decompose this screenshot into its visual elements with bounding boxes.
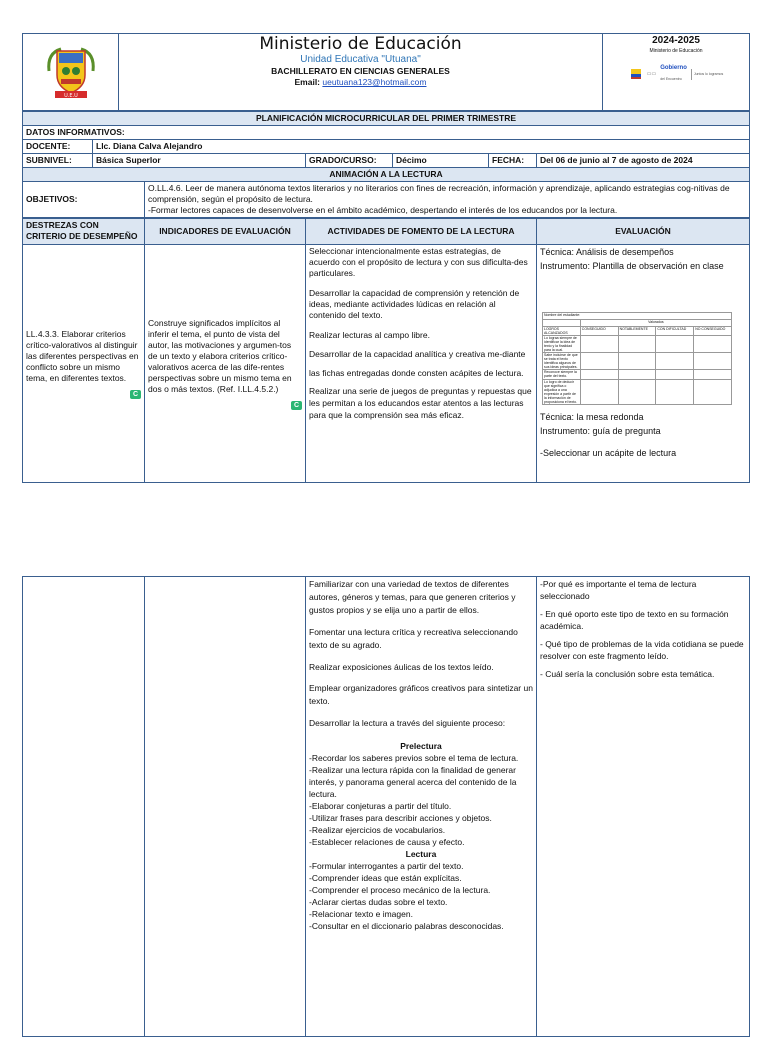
main-table-p2	[22, 576, 750, 1037]
lectura-item: -Aclarar ciertas dudas sobre el texto.	[309, 897, 448, 907]
email-line: Email: ueutuana123@hotmail.com	[294, 77, 427, 87]
gov-brand: Gobierno del Encuentro	[660, 65, 687, 81]
actividad-item: Desarrollar la capacidad de comprensión y retención de ideas, mediante actividades lúdicas en relación al contenido del texto.	[309, 288, 520, 320]
actividades-cell	[306, 245, 537, 483]
lectura-item: -Comprender ideas que están explícitas.	[309, 873, 462, 883]
evaluacion-cell-p2	[537, 577, 750, 1037]
lectura-item: -Comprender el proceso mecánico de la lectura.	[309, 885, 491, 895]
lectura-item: -Consultar en el diccionario palabras desconocidas.	[309, 921, 504, 931]
col-destrezas: DESTREZAS CON CRITERIO DE DESEMPEÑO	[23, 219, 145, 245]
grado-label: GRADO/CURSO:	[306, 154, 393, 168]
main-table-p1	[22, 218, 750, 483]
page-1	[22, 33, 749, 483]
actividad-item: Realizar exposiciones áulicas de los textos leído.	[309, 662, 494, 672]
gov-logos: ▭▭ Gobierno del Encuentro Juntos lo logramos	[606, 63, 746, 85]
fecha-value: Del 06 de junio al 7 de agosto de 2024	[537, 154, 750, 168]
actividad-item: Familiarizar con una variedad de textos de diferentes autores, géneros y temas, para que generen criterios y gustos propios y se elija uno a partir de ellos.	[309, 579, 516, 615]
subnivel-value: Básica Superlor	[93, 154, 306, 168]
animacion-band: ANIMACIÓN A LA LECTURA	[23, 168, 750, 182]
prelectura-title: Prelectura	[400, 741, 442, 751]
destreza-cell	[23, 245, 145, 483]
prelectura-item: -Establecer relaciones de causa y efecto.	[309, 837, 465, 847]
observation-template: Nombre del estudiante: Valorados LOGROS ALCANZADOS CONSEGUIDO NOTABLEMENTE CON DIFICULTAD NO CONSEGUIDO Lo lograa siempre de identificar la idea de texto y la finalidad para la cual. Sabe incluirse de que se trata el texto identifica algunos de sus ideas principales. Reconoce siempre la parte del texto. Lo logro de deducir que significa o adjudica a una expresión a partir de la información de proposiciona el texto.	[542, 312, 732, 405]
actividad-item: Realizar lecturas al campo libre.	[309, 330, 430, 340]
plan-title: PLANIFICACIÓN MICROCURRICULAR DEL PRIMER TRIMESTRE	[23, 112, 750, 126]
tecnica-1: Técnica: Análisis de desempeños	[540, 247, 674, 257]
c-badge-icon: C	[291, 401, 302, 410]
destreza-cell-p2	[23, 577, 145, 1037]
objetivos-value	[145, 182, 750, 218]
lectura-item: -Formular interrogantes a partir del texto.	[309, 861, 464, 871]
tecnica-2: Técnica: la mesa redonda	[540, 412, 644, 422]
national-emblem-icon	[629, 67, 643, 81]
objetivo-1: O.LL.4.6. Leer de manera autónoma textos literarios y no literarios con fines de recreación, información y aprendizaje, aplicando estrategias cog-nitivas de comprensión, según el propósito de lectura.	[148, 183, 730, 204]
indicador-cell-p2	[145, 577, 306, 1037]
evaluacion-cell	[537, 245, 750, 483]
pregunta-item: -Por qué es importante el tema de lectura seleccionado	[540, 579, 697, 601]
school-year: 2024-2025	[652, 35, 700, 46]
gov-tag: Juntos lo logramos	[691, 69, 723, 80]
program-name: BACHILLERATO EN CIENCIAS GENERALES	[271, 66, 450, 76]
actividad-item: Desarrollar la lectura a través del siguiente proceso:	[309, 718, 506, 728]
c-badge-icon: C	[130, 390, 141, 399]
pregunta-item: - En qué oporto este tipo de texto en su formación académica.	[540, 609, 729, 631]
col-indicadores: INDICADORES DE EVALUACIÓN	[145, 219, 306, 245]
objetivo-2: -Formar lectores capaces de desenvolverse en el ámbito académico, despertando el interés de los educandos por la lectura.	[148, 205, 618, 215]
unit-name: Unidad Educativa "Utuana"	[300, 54, 421, 65]
school-info-cell	[119, 34, 603, 111]
indicador-text: Construye significados implícitos al inferir el tema, el punto de vista del autor, las motivaciones y argumen-tos de un texto y elabora criterios crítico-valorativos acerca de las dife-rentes perspectivas sobre un mismo tema en dos o más textos. (Ref. I.LL.4.5.2.)	[148, 317, 292, 394]
ministry-small: Ministerio de Educación	[649, 48, 703, 54]
col-actividades: ACTIVIDADES DE FOMENTO DE LA LECTURA	[306, 219, 537, 245]
grado-value: Décimo	[393, 154, 489, 168]
page-2	[22, 576, 749, 1037]
prelectura-item: -Realizar una lectura rápida con la finalidad de generar interés, y panorama general acerca del contenido de la lectura.	[309, 765, 517, 799]
actividad-item: Seleccionar intencionalmente estas estrategias, de acuerdo con el propósito de lectura y con sus dificulta-des particulares.	[309, 246, 528, 278]
prelectura-item: -Recordar los saberes previos sobre el tema de lectura.	[309, 753, 519, 763]
prelectura-item: -Utilizar frases para describir acciones y objetos.	[309, 813, 492, 823]
prelectura-item: -Elaborar conjeturas a partir del título.	[309, 801, 452, 811]
subnivel-label: SUBNIVEL:	[23, 154, 93, 168]
actividad-item: Desarrollar de la capacidad analítica y creativa me-diante las fichas entregadas donde consten acápites de lectura.	[309, 349, 526, 378]
col-evaluacion: EVALUACIÓN	[537, 219, 750, 245]
lectura-title: Lectura	[405, 849, 437, 859]
actividad-item: Realizar una serie de juegos de preguntas y repuestas que les permitan a los educandos estar atentos a las lecturas para que la comprensión sea más eficaz.	[309, 386, 532, 420]
docente-value: Llc. Diana Calva Alejandro	[93, 140, 750, 154]
docente-label: DOCENTE:	[23, 140, 93, 154]
header-table	[22, 33, 750, 111]
fecha-label: FECHA:	[489, 154, 537, 168]
indicador-cell	[145, 245, 306, 483]
pregunta-item: - Qué tipo de problemas de la vida cotidiana se puede resolver con este fragmento leído.	[540, 639, 744, 661]
pregunta-item: - Cuál sería la conclusión sobre esta temática.	[540, 669, 715, 679]
lectura-item: -Relacionar texto e imagen.	[309, 909, 413, 919]
instrumento-2: Instrumento: guía de pregunta	[540, 426, 661, 436]
objetivos-label: OBJETIVOS:	[23, 182, 145, 218]
instrumento-1: Instrumento: Plantilla de observación en clase	[540, 261, 724, 271]
datos-label: DATOS INFORMATIVOS:	[23, 126, 750, 140]
destreza-text: LL.4.3.3. Elaborar criterios crítico-valorativos al distinguir las diferentes perspectivas en conflicto sobre un mismo tema, en diferentes textos.	[26, 328, 139, 383]
school-shield-icon	[41, 41, 101, 101]
acapite-text: -Seleccionar un acápite de lectura	[540, 448, 677, 458]
prelectura-item: -Realizar ejercicios de vocabularios.	[309, 825, 446, 835]
actividad-item: Emplear organizadores gráficos creativos para sintetizar un texto.	[309, 683, 533, 706]
email-link[interactable]: ueutuana123@hotmail.com	[322, 77, 427, 87]
svg-text:U.E.U: U.E.U	[63, 93, 78, 99]
plan-table	[22, 111, 750, 218]
school-logo-cell	[23, 34, 119, 111]
actividad-item: Fomentar una lectura crítica y recreativa seleccionando texto de su agrado.	[309, 627, 518, 650]
ministry-title: Ministerio de Educación	[259, 34, 462, 54]
actividades-cell-p2	[306, 577, 537, 1037]
year-cell	[603, 34, 750, 111]
